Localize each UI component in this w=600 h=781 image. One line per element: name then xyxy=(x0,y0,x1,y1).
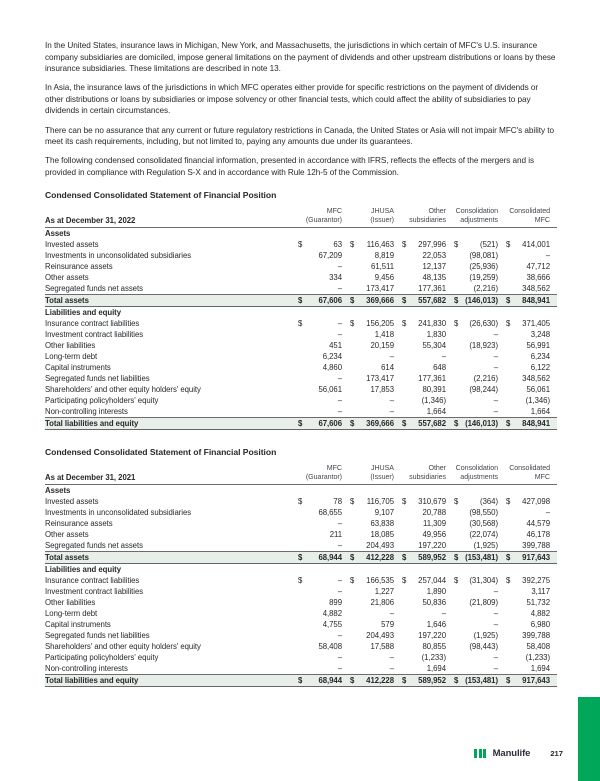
table-cell: – xyxy=(545,507,550,517)
row-label: Invested assets xyxy=(45,496,99,506)
table-cell: 61,511 xyxy=(371,262,394,272)
table-row xyxy=(45,239,557,250)
table-cell: – xyxy=(337,396,342,406)
row-label: Investments in unconsolidated subsidiaries xyxy=(45,507,192,517)
table-cell: $ 414,001 xyxy=(506,240,550,250)
table-cell: 63,838 xyxy=(370,518,394,528)
table-cell: 1,664 xyxy=(426,407,446,417)
table-cell: 4,882 xyxy=(322,608,342,618)
table-cell: – xyxy=(337,284,342,294)
table-cell: 6,234 xyxy=(322,352,342,362)
table-cell: – xyxy=(493,330,498,340)
row-label: Non-controlling interests xyxy=(45,407,128,417)
table-cell: 22,053 xyxy=(422,251,446,261)
table-cell: $ (153,481) xyxy=(454,552,498,562)
table-row xyxy=(45,351,557,362)
table-row xyxy=(45,597,557,608)
manulife-logo-icon xyxy=(474,749,487,759)
table-row xyxy=(45,518,557,529)
page-number: 217 xyxy=(550,749,563,758)
table-cell: 68,655 xyxy=(318,507,342,517)
table-cell: $ (364) xyxy=(454,496,498,506)
table-row xyxy=(45,250,557,261)
table-cell: $ 68,944 xyxy=(298,552,342,562)
financial-position-table-2022 xyxy=(45,207,557,430)
table-cell: $ 63 xyxy=(298,240,342,250)
table-row xyxy=(45,283,557,294)
table-total-row xyxy=(45,294,557,307)
row-label: Long-term debt xyxy=(45,352,98,362)
table-total-row xyxy=(45,417,557,430)
table-cell: – xyxy=(389,652,394,662)
table-cell: $ 848,941 xyxy=(506,296,550,306)
table-cell: $ 917,643 xyxy=(506,675,550,685)
table-cell: (2,216) xyxy=(473,374,498,384)
table-date-label: As at December 31, 2021 xyxy=(45,472,136,482)
table-total-row xyxy=(45,551,557,564)
table-cell: – xyxy=(389,407,394,417)
table-cell: 12,137 xyxy=(422,262,446,272)
column-header: Consolidation adjustments xyxy=(455,464,498,481)
table-cell: 17,588 xyxy=(370,641,394,651)
table-cell: – xyxy=(493,396,498,406)
table-cell: $ (26,630) xyxy=(454,319,498,329)
table-cell: – xyxy=(493,619,498,629)
table-cell: 6,980 xyxy=(530,619,550,629)
row-label: Total liabilities and equity xyxy=(45,675,139,685)
table-cell: 56,991 xyxy=(526,341,550,351)
row-label: Insurance contract liabilities xyxy=(45,575,140,585)
table-row xyxy=(45,529,557,540)
table-cell: $ 67,606 xyxy=(298,296,342,306)
table-cell: $ – xyxy=(298,319,342,329)
row-label: Other assets xyxy=(45,529,89,539)
table-cell: 80,391 xyxy=(422,385,446,395)
column-header: MFC (Guarantor) xyxy=(305,207,342,225)
table-cell: (22,074) xyxy=(469,529,498,539)
table-cell: 1,890 xyxy=(426,586,446,596)
table-row xyxy=(45,619,557,630)
table-cell: 204,493 xyxy=(366,630,394,640)
table-cell: – xyxy=(493,663,498,673)
table-row xyxy=(45,329,557,340)
column-header: MFC (Guarantor) xyxy=(305,464,342,481)
row-label: Other assets xyxy=(45,273,89,283)
table-cell: $ 156,205 xyxy=(350,319,394,329)
table-cell: 46,178 xyxy=(526,529,550,539)
table-cell: 6,122 xyxy=(530,363,550,373)
paragraph-no-assurance: There can be no assurance that any current or future regulatory restrictions in Canada, the United States or Asia will not impair MFC's ability to meet its cash requirements, including, but not limited to, paying any amounts due under its guarantees. xyxy=(45,125,554,147)
row-label: Other liabilities xyxy=(45,341,96,351)
table-cell: $ 412,228 xyxy=(350,675,394,685)
row-label: Non-controlling interests xyxy=(45,663,128,673)
row-label: Segregated funds net assets xyxy=(45,284,143,294)
row-label: Investment contract liabilities xyxy=(45,330,144,340)
table-row xyxy=(45,272,557,283)
table-cell: 9,107 xyxy=(374,507,394,517)
table-cell: – xyxy=(493,586,498,596)
table-date-label: As at December 31, 2022 xyxy=(45,216,136,226)
page-footer xyxy=(474,748,563,759)
table-row xyxy=(45,575,557,586)
table-title-2021: Condensed Consolidated Statement of Financial Position xyxy=(45,447,277,458)
table-row xyxy=(45,373,557,384)
table-cell: – xyxy=(337,586,342,596)
row-label: Investments in unconsolidated subsidiaries xyxy=(45,251,192,261)
table-cell: 1,418 xyxy=(374,330,394,340)
table-cell: – xyxy=(337,330,342,340)
table-row xyxy=(45,496,557,507)
table-section-row xyxy=(45,228,557,239)
table-cell: 21,806 xyxy=(370,597,394,607)
table-cell: 47,712 xyxy=(526,262,550,272)
table-cell: $ 917,643 xyxy=(506,552,550,562)
table-cell: – xyxy=(441,608,446,618)
table-cell: 49,956 xyxy=(422,529,446,539)
table-cell: 204,493 xyxy=(366,540,394,550)
paragraph-asia-insurance-laws: In Asia, the insurance laws of the jurisdictions in which MFC operates either provide for specific restrictions on the payment of dividends or other distributions or loans by subsidiaries or impose solvency or other financial tests, which could affect the ability of subsidiaries to pay dividends in certain circumstances. xyxy=(45,83,539,116)
column-header: Other subsidiaries xyxy=(409,464,446,481)
table-cell: (18,923) xyxy=(469,341,498,351)
table-cell: $ (521) xyxy=(454,240,498,250)
table-cell: $ 78 xyxy=(298,496,342,506)
table-cell: (25,936) xyxy=(469,262,498,272)
table-cell: $ 67,606 xyxy=(298,419,342,429)
table-cell: – xyxy=(337,630,342,640)
table-row xyxy=(45,507,557,518)
table-cell: $ 116,463 xyxy=(350,240,394,250)
paragraph-ifrs-compliance: The following condensed consolidated financial information, presented in accordance with IFRS, reflects the effects of the mergers and is provided in compliance with Regulation S-X and in accordance with Rule 12h-5 of the Commission. xyxy=(45,156,535,177)
table-cell: $ 557,682 xyxy=(402,296,446,306)
row-label: Segregated funds net liabilities xyxy=(45,374,150,384)
table-cell: 4,882 xyxy=(530,608,550,618)
table-cell: 38,666 xyxy=(526,273,550,283)
table-row xyxy=(45,540,557,551)
page-edge-accent-bar xyxy=(578,697,600,781)
table-section-row xyxy=(45,564,557,575)
table-cell: 451 xyxy=(329,341,342,351)
row-label: Capital instruments xyxy=(45,363,111,373)
table-cell: $ 557,682 xyxy=(402,419,446,429)
financial-position-table-2021 xyxy=(45,464,557,687)
table-cell: – xyxy=(545,251,550,261)
table-title-2022: Condensed Consolidated Statement of Financial Position xyxy=(45,190,277,201)
table-cell: (1,346) xyxy=(525,396,550,406)
column-header: JHUSA (Issuer) xyxy=(370,207,394,225)
table-cell: 1,694 xyxy=(530,663,550,673)
table-cell: (1,925) xyxy=(473,630,498,640)
table-cell: (19,259) xyxy=(469,273,498,283)
table-header-row xyxy=(45,207,557,228)
table-cell: – xyxy=(337,663,342,673)
row-label: Reinsurance assets xyxy=(45,518,113,528)
table-cell: $ 257,044 xyxy=(402,575,446,585)
table-cell: 80,855 xyxy=(422,641,446,651)
table-cell: (1,925) xyxy=(473,540,498,550)
table-cell: $ 848,941 xyxy=(506,419,550,429)
table-cell: 67,209 xyxy=(318,251,342,261)
table-cell: (98,443) xyxy=(469,641,498,651)
table-cell: 55,304 xyxy=(422,341,446,351)
table-cell: 197,220 xyxy=(418,630,446,640)
table-cell: 17,853 xyxy=(370,385,394,395)
table-cell: – xyxy=(337,518,342,528)
table-cell: 197,220 xyxy=(418,540,446,550)
table-cell: $ 427,098 xyxy=(506,496,550,506)
table-body xyxy=(45,228,557,430)
table-cell: $ 371,405 xyxy=(506,319,550,329)
table-row xyxy=(45,641,557,652)
table-row xyxy=(45,406,557,417)
column-header: Other subsidiaries xyxy=(409,207,446,225)
table-cell: 51,732 xyxy=(526,597,550,607)
column-header: JHUSA (Issuer) xyxy=(370,464,394,481)
table-cell: 579 xyxy=(381,619,394,629)
row-label: Capital instruments xyxy=(45,619,111,629)
table-cell: 56,061 xyxy=(526,385,550,395)
table-cell: $ (146,013) xyxy=(454,296,498,306)
row-label: Shareholders' and other equity holders' equity xyxy=(45,641,201,651)
row-label: Liabilities and equity xyxy=(45,308,122,318)
table-cell: (2,216) xyxy=(473,284,498,294)
table-cell: $ (31,304) xyxy=(454,575,498,585)
row-label: Total assets xyxy=(45,552,89,562)
table-cell: 173,417 xyxy=(366,374,394,384)
table-cell: 648 xyxy=(433,363,446,373)
row-label: Participating policyholders' equity xyxy=(45,396,159,406)
table-cell: $ 241,830 xyxy=(402,319,446,329)
table-cell: 58,408 xyxy=(526,641,550,651)
table-cell: $ 412,228 xyxy=(350,552,394,562)
table-cell: – xyxy=(493,352,498,362)
row-label: Total liabilities and equity xyxy=(45,419,139,429)
table-cell: 1,227 xyxy=(374,586,394,596)
table-cell: – xyxy=(493,608,498,618)
row-label: Liabilities and equity xyxy=(45,564,122,574)
table-cell: 50,836 xyxy=(422,597,446,607)
table-cell: – xyxy=(337,407,342,417)
table-cell: – xyxy=(389,608,394,618)
table-cell: 334 xyxy=(329,273,342,283)
table-cell: 18,085 xyxy=(370,529,394,539)
row-label: Insurance contract liabilities xyxy=(45,319,140,329)
table-cell: (1,346) xyxy=(421,396,446,406)
table-cell: – xyxy=(493,652,498,662)
table-cell: – xyxy=(337,262,342,272)
table-row xyxy=(45,384,557,395)
table-cell: 56,061 xyxy=(318,385,342,395)
table-cell: $ 392,275 xyxy=(506,575,550,585)
table-cell: – xyxy=(389,352,394,362)
table-row xyxy=(45,261,557,272)
table-cell: 348,562 xyxy=(522,284,550,294)
table-cell: – xyxy=(389,396,394,406)
table-cell: – xyxy=(337,540,342,550)
row-label: Total assets xyxy=(45,296,89,306)
table-section-row xyxy=(45,485,557,496)
table-cell: – xyxy=(493,407,498,417)
table-cell: $ 166,535 xyxy=(350,575,394,585)
table-cell: (98,244) xyxy=(469,385,498,395)
table-cell: – xyxy=(337,374,342,384)
paragraph-us-insurance-laws: In the United States, insurance laws in Michigan, New York, and Massachusetts, the jurisdictions in which certain of MFC's U.S. insurance company subsidiaries are domiciled, impose general limitations on the payment of dividends and other upstream distributions or loans by these insurance subsidiaries. These limitations are described in note 13. xyxy=(45,41,556,74)
table-cell: 6,234 xyxy=(530,352,550,362)
table-cell: – xyxy=(493,363,498,373)
table-cell: (98,550) xyxy=(469,507,498,517)
table-cell: 20,159 xyxy=(370,341,394,351)
table-cell: 1,664 xyxy=(530,407,550,417)
table-cell: $ 369,666 xyxy=(350,419,394,429)
table-cell: – xyxy=(337,652,342,662)
table-cell: $ 68,944 xyxy=(298,675,342,685)
table-cell: (98,081) xyxy=(469,251,498,261)
table-cell: 4,860 xyxy=(322,363,342,373)
table-cell: 3,248 xyxy=(530,330,550,340)
table-cell: $ (146,013) xyxy=(454,419,498,429)
column-header: Consolidated MFC xyxy=(509,464,550,481)
table-cell: $ 297,996 xyxy=(402,240,446,250)
table-cell: $ – xyxy=(298,575,342,585)
table-cell: 20,788 xyxy=(422,507,446,517)
table-cell: 399,788 xyxy=(522,630,550,640)
column-header: Consolidated MFC xyxy=(509,207,550,225)
column-header: Consolidation adjustments xyxy=(455,207,498,225)
row-label: Other liabilities xyxy=(45,597,96,607)
table-cell: 44,579 xyxy=(526,518,550,528)
table-row xyxy=(45,586,557,597)
table-row xyxy=(45,318,557,329)
table-cell: 8,819 xyxy=(374,251,394,261)
table-cell: $ 589,952 xyxy=(402,675,446,685)
table-header-row xyxy=(45,464,557,485)
table-cell: (1,233) xyxy=(525,652,550,662)
table-row xyxy=(45,652,557,663)
table-row xyxy=(45,630,557,641)
table-cell: 9,456 xyxy=(374,273,394,283)
table-cell: 348,562 xyxy=(522,374,550,384)
table-cell: (21,809) xyxy=(469,597,498,607)
table-cell: 399,788 xyxy=(522,540,550,550)
table-cell: $ 116,705 xyxy=(350,496,394,506)
table-row xyxy=(45,663,557,674)
row-label: Assets xyxy=(45,485,71,495)
table-cell: 1,694 xyxy=(426,663,446,673)
row-label: Shareholders' and other equity holders' equity xyxy=(45,385,201,395)
row-label: Assets xyxy=(45,229,71,239)
table-cell: 211 xyxy=(329,529,342,539)
table-body xyxy=(45,485,557,687)
row-label: Participating policyholders' equity xyxy=(45,652,159,662)
table-cell: 58,408 xyxy=(318,641,342,651)
table-cell: $ 310,679 xyxy=(402,496,446,506)
table-cell: – xyxy=(389,663,394,673)
table-cell: 11,309 xyxy=(423,518,446,528)
table-cell: 48,135 xyxy=(422,273,446,283)
table-cell: 899 xyxy=(329,597,342,607)
table-row xyxy=(45,608,557,619)
table-cell: 1,830 xyxy=(426,330,446,340)
table-cell: 177,361 xyxy=(418,284,446,294)
row-label: Invested assets xyxy=(45,240,99,250)
table-cell: (1,233) xyxy=(421,652,446,662)
row-label: Long-term debt xyxy=(45,608,98,618)
row-label: Reinsurance assets xyxy=(45,262,113,272)
table-cell: 614 xyxy=(381,363,394,373)
table-row xyxy=(45,362,557,373)
table-cell: $ 369,666 xyxy=(350,296,394,306)
row-label: Segregated funds net assets xyxy=(45,540,143,550)
table-cell: (30,568) xyxy=(469,518,498,528)
table-row xyxy=(45,340,557,351)
row-label: Segregated funds net liabilities xyxy=(45,630,150,640)
row-label: Investment contract liabilities xyxy=(45,586,144,596)
table-row xyxy=(45,395,557,406)
table-cell: 3,117 xyxy=(531,586,550,596)
table-cell: 1,646 xyxy=(426,619,446,629)
brand-name: Manulife xyxy=(492,748,531,759)
table-cell: $ 589,952 xyxy=(402,552,446,562)
table-cell: 173,417 xyxy=(366,284,394,294)
table-cell: 177,361 xyxy=(418,374,446,384)
table-cell: – xyxy=(441,352,446,362)
table-total-row xyxy=(45,674,557,687)
table-cell: 4,755 xyxy=(322,619,342,629)
table-section-row xyxy=(45,307,557,318)
table-cell: $ (153,481) xyxy=(454,675,498,685)
